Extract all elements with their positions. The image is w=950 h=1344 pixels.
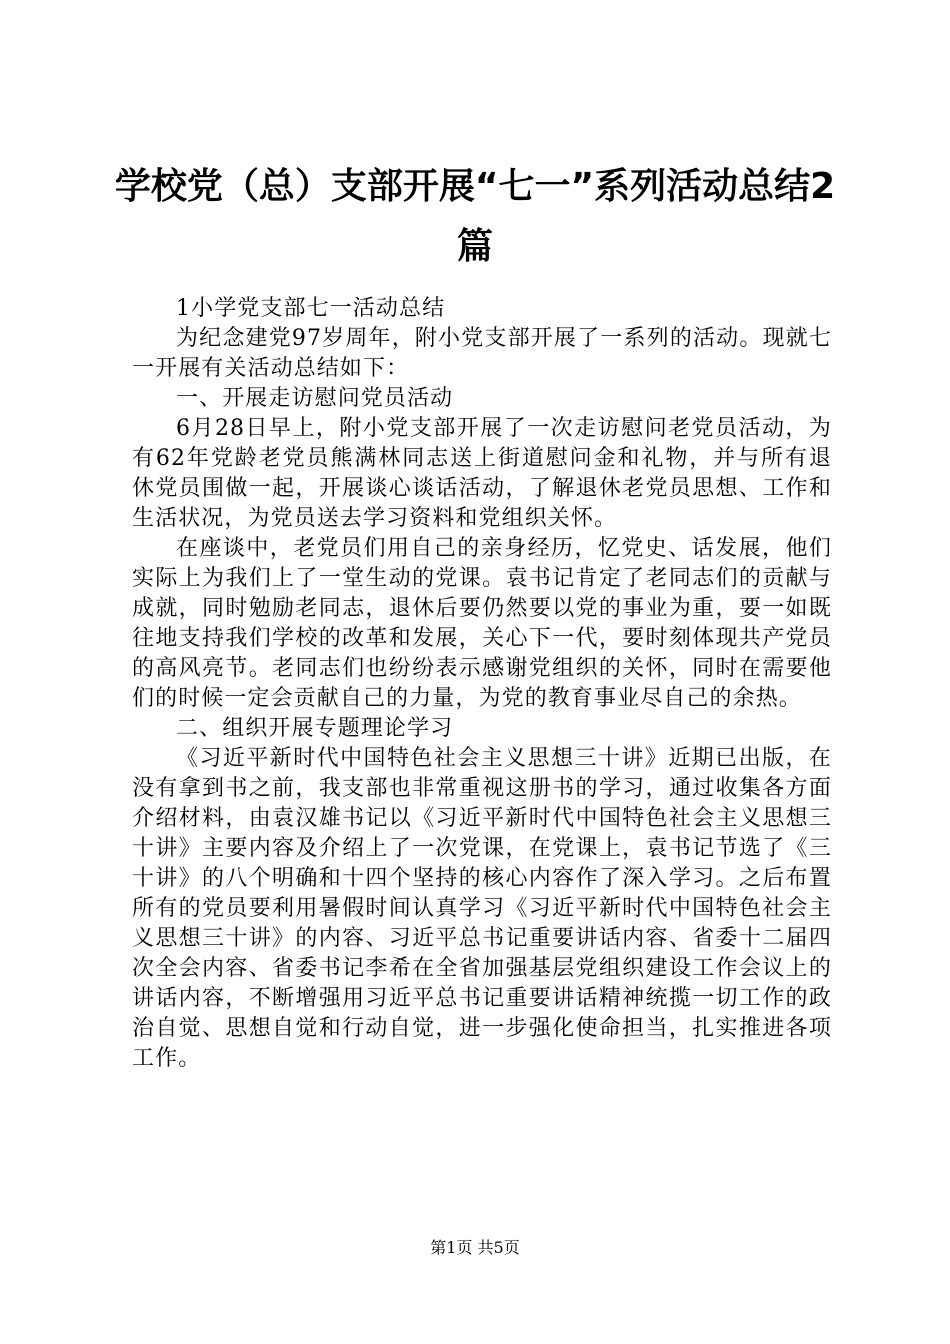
paragraph-intro: 为纪念建党97岁周年，附小党支部开展了一系列的活动。现就七一开展有关活动总结如下： bbox=[132, 326, 832, 381]
document-body bbox=[132, 294, 832, 1074]
heading-section-1: 1小学党支部七一活动总结 bbox=[176, 296, 446, 321]
heading-visit-activity: 一、开展走访慰问党员活动 bbox=[176, 386, 454, 411]
page-number-footer: 第1页 共5页 bbox=[430, 1238, 520, 1257]
paragraph-discussion: 在座谈中，老党员们用自己的亲身经历，忆党史、话发展，他们实际上为我们上了一堂生动的党课。袁书记肯定了老同志们的贡献与成就，同时勉励老同志，退休后要仍然要以党的事业为重，要一如既往地支持我们学校的改革和发展，关心下一代，要时刻体现共产党员的高风亮节。老同志们也纷纷表示感谢党组织的关怀，同时在需要他们的时候一定会贡献自己的力量，为党的教育事业尽自己的余热。 bbox=[132, 536, 832, 711]
document-title: 学校党（总）支部开展“七一”系列活动总结2篇 bbox=[114, 166, 836, 267]
heading-theory-study: 二、组织开展专题理论学习 bbox=[176, 716, 454, 741]
paragraph-study: 《习近平新时代中国特色社会主义思想三十讲》近期已出版，在没有拿到书之前，我支部也非常重视这册书的学习，通过收集各方面介绍材料，由袁汉雄书记以《习近平新时代中国特色社会主义思想三十讲》主要内容及介绍上了一次党课，在党课上，袁书记节选了《三十讲》的八个明确和十四个坚持的核心内容作了深入学习。之后布置所有的党员要利用暑假时间认真学习《习近平新时代中国特色社会主义思想三十讲》的内容、习近平总书记重要讲话内容、省委十二届四次全会内容、省委书记李希在全省加强基层党组织建设工作会议上的讲话内容，不断增强用习近平总书记重要讲话精神统揽一切工作的政治自觉、思想自觉和行动自觉，进一步强化使命担当，扎实推进各项工作。 bbox=[132, 746, 832, 1071]
paragraph-visit: 6月28日早上，附小党支部开展了一次走访慰问老党员活动，为有62年党龄老党员熊满林同志送上街道慰问金和礼物，并与所有退休党员围做一起，开展谈心谈话活动，了解退休老党员思想、工作和生活状况，为党员送去学习资料和党组织关怀。 bbox=[132, 416, 832, 531]
